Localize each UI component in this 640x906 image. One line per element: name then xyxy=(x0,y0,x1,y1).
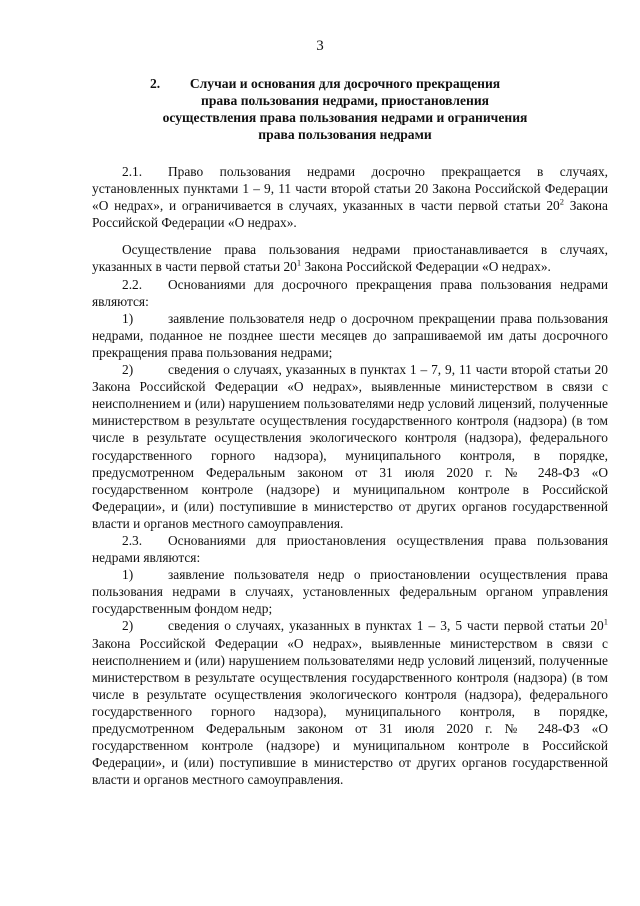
heading-line-1: Случаи и основания для досрочного прекращения xyxy=(189,76,501,91)
list-item-2-3-1 xyxy=(92,566,608,617)
clause-number: 2.2. xyxy=(122,276,143,292)
clause-number: 2.3. xyxy=(122,532,143,548)
paragraph-text: сведения о случаях, указанных в пунктах 1 – 7, 9, 11 части второй статьи 20 Закона Российской Федерации «О недрах», выявленные министерством в связи с неисполнением и (или) нарушением пользователями недр условий лицензий, полученные министерством в результате осуществления государственного контроля (надзора) (в том числе в результате осуществления экологического контроля (надзора), федерального государственного горного надзора), муниципального контроля, в порядке, предусмотренном Федеральным законом от 31 июля 2020 г. № 248-ФЗ «О государственном контроле (надзоре) и муниципальном контроле в Российской Федерации», и (или) поступившие в министерство от других органов государственной власти и органов местного самоуправления. xyxy=(92,362,608,531)
paragraph-text: Право пользования недрами досрочно прекращается в случаях, установленных пунктами 1 – 9, 11 части второй статьи 20 Закона Российской Федерации «О недрах», и ограничивается в случаях, указанных в части первой статьи 20 xyxy=(92,164,608,214)
page-number: 3 xyxy=(316,38,324,54)
paragraph-text: сведения о случаях, указанных в пунктах 1 – 3, 5 части первой статьи 20 xyxy=(168,618,604,634)
heading-line-3: осуществления права пользования недрами и ограничения xyxy=(162,110,528,125)
paragraph-text: Основаниями для приостановления осуществления права пользования недрами являются: xyxy=(92,532,608,566)
list-item-2-2-1 xyxy=(92,310,608,361)
paragraph-text: Основаниями для досрочного прекращения права пользования недрами являются: xyxy=(92,276,608,309)
clause-number: 2.1. xyxy=(122,164,143,179)
paragraph-2-2 xyxy=(92,276,608,310)
paragraph-text: Закона Российской Федерации «О недрах», выявленные министерством в связи с неисполнением и (или) нарушением пользователями недр условий лицензий, полученные министерством в результате осуществления государственного контроля (надзора) (в том числе в результате осуществления экологического контроля (надзора), федерального государственного горного надзора), муниципального контроля, в порядке, предусмотренном Федеральным законом от 31 июля 2020 г. № 248-ФЗ «О государственном контроле (надзоре) и муниципальном контроле в Российской Федерации», и (или) поступившие в министерство от других органов государственной власти и органов местного самоуправления. xyxy=(92,635,608,788)
heading-line-2: права пользования недрами, приостановления xyxy=(200,93,490,108)
superscript: 1 xyxy=(603,616,608,627)
item-number: 1) xyxy=(122,310,134,326)
paragraph-text: заявление пользователя недр о приостановлении осуществления права пользования недрами в случаях, установленных федеральным органом управления государственным фондом недр; xyxy=(92,567,608,617)
paragraph-2-1 xyxy=(92,163,608,231)
paragraph-text: заявление пользователя недр о досрочном прекращении права пользования недрами, поданное не позднее шести месяцев до запрашиваемой им даты досрочного прекращения права пользования недрами; xyxy=(92,310,608,360)
section-number: 2. xyxy=(150,76,161,91)
paragraph-text: Закона Российской Федерации «О недрах». xyxy=(92,198,608,231)
section-heading xyxy=(130,75,560,143)
superscript: 2 xyxy=(559,196,564,207)
item-number: 2) xyxy=(122,618,134,634)
paragraph-suspension xyxy=(92,241,608,275)
paragraph-2-3 xyxy=(92,532,608,566)
document-body xyxy=(92,163,608,788)
list-item-2-3-2 xyxy=(92,617,608,788)
item-number: 1) xyxy=(122,567,134,583)
list-item-2-2-2 xyxy=(92,361,608,532)
heading-line-4: права пользования недрами xyxy=(258,127,432,142)
paragraph-text: Осуществление права пользования недрами приостанавливается в случаях, указанных в части первой статьи 20 xyxy=(92,242,608,275)
item-number: 2) xyxy=(122,362,134,378)
paragraph-text: Закона Российской Федерации «О недрах». xyxy=(301,259,551,275)
superscript: 1 xyxy=(296,258,302,268)
